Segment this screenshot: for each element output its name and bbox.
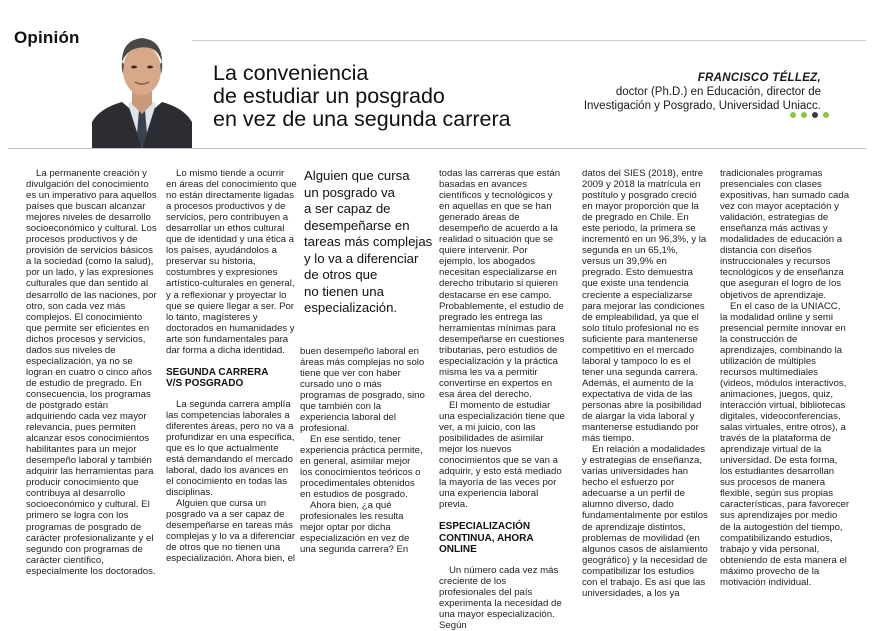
paragraph: En ese sentido, tener experiencia práctica permite, en general, asimilar mejor los conocimientos teóricos o procedimentales obtenidos en estudios de posgrado. [300,433,423,501]
headline-line: La conveniencia [213,61,369,85]
paragraph: En relación a modalidades y estrategias de enseñanza, varias universidades han hecho el esfuerzo por adecuarse a un perfil de alumno diverso, dado fundamentalmente por estilos de aprendizaje distintos, problemas de movilidad (en algunos casos de aislamiento geográfico) y la necesidad de compatibilizar los estudios con el trabajo. Es así que las universidades, a los ya [582,444,708,599]
paragraph: buen desempeño laboral en áreas más complejas no solo tiene que ver con haber cursado uno o más programas de posgrado, sino que también con la experiencia laboral del profesional. [300,345,425,434]
subheading-line: ESPECIALIZACIÓN [439,521,531,533]
headline-line: en vez de una segunda carrera [213,107,511,131]
paragraph: La permanente creación y divulgación del conocimiento es un imperativo para aquellos países que buscan alcanzar mejores niveles de desarrollo socioeconómico y cultural. Los procesos productivos y de provisión de servicios básicos a la sociedad (como la salud), por un lado, y las expresiones culturales que dan sentido al desarrollo de las naciones, por otro, son cada vez más complejos. El conocimiento que permite ser eficientes en dichos procesos y servicios, dados sus niveles de especialización, ya no se logran en cuatro o cinco años de estudio de pregrado. En consecuencia, los programas de postgrado están adquiriendo cada vez mayor relevancia, pues permiten alcanzar esos conocimientos habilitantes para un mejor desempeño laboral y también adquirir las herramientas para producir conocimiento que contribuya al desarrollo socioeconómico y cultural. El primero se logra con los programas de posgrado de carácter profesionalizante y el segundo con programas de carácter científico, especialmente los doctorados. [26,168,157,577]
paragraph: todas las carreras que están basadas en avances científicos y tecnológicos y en aquellas en que se han generado áreas de desempeño de acuerdo a la realidad o situación que se quiere intervenir. Por ejemplo, los abogados necesitan especializarse en derecho tributario si quieren destacarse en ese campo. Probablemente, el estudio de pregrado les entrega las herramientas mínimas para desempeñarse en cuestiones tributarias, pero estudios de especialización y la práctica misma les va a permitir convertirse en expertos en esa área del derecho. [439,168,565,400]
pull-quote-line: tareas más complejas [304,234,433,249]
byline [491,71,821,113]
headline-line: de estudiar un posgrado [213,84,445,108]
text-column-2 [166,168,297,565]
author-photo [92,22,192,148]
pull-quote-line: de otros que [304,267,378,282]
author-role: doctor (Ph.D.) en Educación, director de [615,86,821,98]
section-label: Opinión [14,28,80,47]
pull-quote [300,168,433,317]
dot-icon [790,112,796,118]
dot-icon [823,112,829,118]
pull-quote-line: y lo va a diferenciar [304,250,419,266]
author-name: FRANCISCO TÉLLEZ, [697,72,821,84]
paragraph: La segunda carrera amplía las competencias laborales a diferentes áreas, pero no va a profundizar en una específica, que es lo que actualmente está demandando el mercado laboral, dado los avances en el conocimiento en todas las disciplinas. [166,398,295,499]
paragraph: El momento de estudiar una especialización tiene que ver, a mi juicio, con las posibilidades de asimilar mejor los nuevos conocimientos que se van a adquirir, y esto está mediado la mayoría de las veces por una experiencia laboral previa. [439,399,565,511]
paragraph: tradicionales programas presenciales con clases expositivas, han sumado cada vez con mayor aceptación y validación, estrategias de enseñanza más activas y modalidades de educación a distancia con diseños instruccionales y recursos tecnológicos y de enseñanza que aseguran el logro de los objetivos de aprendizaje. [720,168,850,301]
pull-quote-line: especialización. [304,300,398,315]
subheading-line: CONTINUA, AHORA ONLINE [439,532,534,556]
top-divider [100,40,866,41]
dot-icon [812,112,818,118]
pull-quote-line: no tienen una [304,283,384,299]
dot-icon [801,112,807,118]
pull-quote-line: desempeñarse en [304,217,410,233]
decorative-dots [790,112,830,120]
pull-quote-line: Alguien que cursa [304,168,410,183]
text-column-4 [439,168,565,631]
pull-quote-line: a ser capaz de [304,201,391,216]
paragraph: datos del SIES (2018), entre 2009 y 2018 la matrícula en postítulo y posgrado creció en mayor proporción que la de pregrado en Chile. En este periodo, la primera se incrementó en un 96,3%, y la segunda en un 65,1%, versus un 39,9% en pregrado. Esto demuestra que existe una tendencia creciente a especializarse para mejorar las condiciones de empleabilidad, ya que el solo título profesional no es suficiente para mantenerse competitivo en el mercado laboral y tampoco lo es el tener una segunda carrera. Además, el aumento de la expectativa de vida de las personas abre la posibilidad de alargar la vida laboral y mantenerse estudiando por más tiempo. [582,168,707,445]
text-column-1 [26,168,157,577]
text-column-6 [720,168,850,588]
subheading [439,521,565,556]
author-role: Investigación y Posgrado, Universidad Uniacc. [583,100,821,112]
text-column-3 [300,168,433,556]
subheading [166,367,297,390]
paragraph: En el caso de la UNIACC, la modalidad online y semi presencial permite innovar en la construcción de aprendizajes, combinando la utilización de múltiples recursos multimediales (videos, módulos interactivos, animaciones, juegos, quiz, interacción virtual, bibliotecas digitales, videoconferencias, salas virtuales, entre otros), a través de la plataforma de aprendizaje virtual de la universidad. De esta forma, los estudiantes desarrollan sus procesos de manera flexible, según sus propias características, para favorecer sus aprendizajes por medio de la autogestión del tiempo, compatibilizando estudios, trabajo y vida personal, obteniendo de esta manera el máximo provecho de la motivación individual. [720,300,850,588]
paragraph: Lo mismo tiende a ocurrir en áreas del conocimiento que no están directamente ligadas a procesos productivos y de servicios, pero contribuyen a desarrollar un ethos cultural que de identidad y una ética a los países, ayudándolos a preservar su historia, costumbres y expresiones artístico-culturales en general, y a reflexionar y proyectar lo que se quiere llegar a ser. Por lo tanto, magísteres y doctorados en humanidades y arte son fundamentales para dar forma a dicha identidad. [166,168,297,356]
pull-quote-line: un posgrado va [304,184,395,200]
paragraph: Un número cada vez más creciente de los profesionales del país experimenta la necesidad de una mayor especialización. Según [439,564,562,631]
text-column-5 [582,168,708,599]
paragraph: Ahora bien, ¿a qué profesionales les resulta mejor optar por dicha especialización en vez de una segunda carrera? En [300,500,410,556]
subheading-line: V/S POSGRADO [166,378,244,390]
paragraph: Alguien que cursa un posgrado va a ser capaz de desempeñarse en tareas más complejas y lo va a diferenciar de otros que no tienen una especialización. Ahora bien, el [166,498,296,565]
subheading-line: SEGUNDA CARRERA [166,366,269,378]
header-divider [8,148,866,149]
